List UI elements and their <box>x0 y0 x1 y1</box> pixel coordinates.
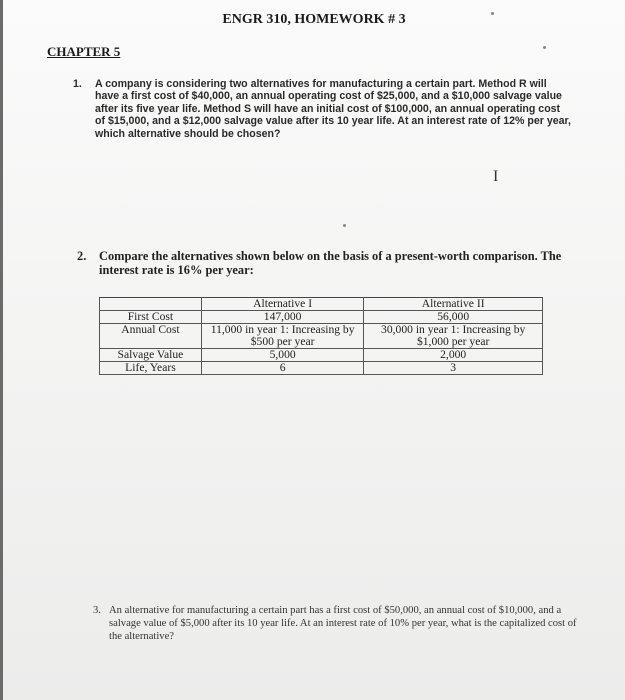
table-row <box>100 298 543 311</box>
question-number: 2. <box>77 249 87 263</box>
question-2 <box>77 249 597 277</box>
table-cell <box>100 298 202 311</box>
table-row <box>100 324 543 349</box>
table-header: Alternative II <box>364 298 543 311</box>
table-cell: 56,000 <box>364 311 543 324</box>
question-number: 3. <box>93 605 101 616</box>
table-header: Alternative I <box>201 298 363 311</box>
table-cell: 2,000 <box>364 349 543 362</box>
table-cell: 11,000 in year 1: Increasing by $500 per year <box>201 324 363 349</box>
paper-speck <box>343 224 346 227</box>
alternatives-table <box>99 297 543 375</box>
row-label: First Cost <box>100 311 202 324</box>
table-row <box>100 362 543 375</box>
text-cursor-icon: I <box>493 168 499 185</box>
table-cell: 6 <box>201 362 363 375</box>
homework-page <box>3 0 625 700</box>
question-text: A company is considering two alternatives for manufacturing a certain part. Method R will have a first cost of $40,000, an annual operating cost of $25,000, and a $10,000 salvage value after its five year life. Method S will have an initial cost of $100,000, an annual operating cost of $15,000, and a $12,000 salvage value after its 10 year life. At an interest rate of 12% per year, which alternative should be chosen? <box>95 78 571 140</box>
question-1 <box>73 78 573 140</box>
table-cell: 147,000 <box>201 311 363 324</box>
table-cell: 3 <box>364 362 543 375</box>
chapter-heading: CHAPTER 5 <box>47 44 121 59</box>
paper-speck <box>543 46 546 49</box>
table-cell: 30,000 in year 1: Increasing by $1,000 per year <box>364 324 543 349</box>
row-label: Salvage Value <box>100 349 202 362</box>
row-label: Annual Cost <box>100 324 202 349</box>
table-row <box>100 349 543 362</box>
table-cell: 5,000 <box>201 349 363 362</box>
question-number: 1. <box>73 78 82 90</box>
question-text: An alternative for manufacturing a certain part has a first cost of $50,000, an annual cost of $10,000, and a salvage value of $5,000 after its 10 year life. At an interest rate of 10% per year, what is the capitalized cost of the alternative? <box>109 605 577 642</box>
table-row <box>100 311 543 324</box>
paper-speck <box>491 12 494 15</box>
question-3 <box>93 604 583 643</box>
page-title: ENGR 310, HOMEWORK # 3 <box>222 12 406 27</box>
row-label: Life, Years <box>100 362 202 375</box>
question-text: Compare the alternatives shown below on the basis of a present-worth comparison. The interest rate is 16% per year: <box>99 249 562 277</box>
